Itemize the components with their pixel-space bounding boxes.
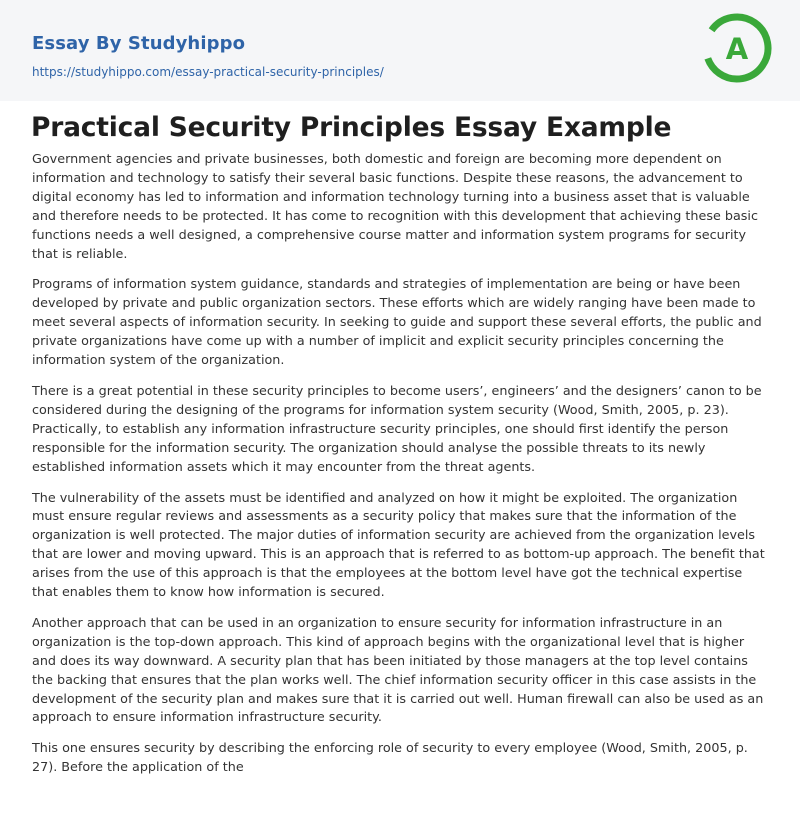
logo-letter: A [725, 32, 749, 66]
paragraph: This one ensures security by describing the enforcing role of security to every employee (Wood, Smith, 2005, p. 27). Before the application of the [32, 741, 748, 776]
article-body [32, 151, 772, 790]
site-header [0, 0, 800, 101]
paragraph: There is a great potential in these security principles to become users’, engineers’ and the designers’ canon to be considered during the designing of the programs for information system security (Wood, Smith, 2005, p. 23). Practically, to establish any information infrastructure security principles, one should first identify the person responsible for the information security. The organization should analyse the possible threats to its newly established information assets which it may encounter from the threat agents. [32, 383, 762, 475]
paragraph: Another approach that can be used in an organization to ensure security for information infrastructure in an organization is the top-down approach. This kind of approach begins with the organizational level that is higher and does its way downward. A security plan that has been initiated by those managers at the top level contains the backing that ensures that the plan works well. The chief information security officer in this case assists in the development of the security plan and makes sure that it is carried out well. Human firewall can also be used as an approach to ensure information infrastructure security. [32, 615, 764, 726]
paragraph: Government agencies and private businesses, both domestic and foreign are becoming more dependent on information and technology to satisfy their several basic functions. Despite these reasons, the advancement to digital economy has led to information and information technology turning into a business asset that is valuable and therefore needs to be protected. It has come to recognition with this development that achieving these basic functions needs a well designed, a comprehensive course matter and information system programs for security that is reliable. [32, 152, 758, 262]
page-title: Practical Security Principles Essay Example [31, 112, 672, 143]
paragraph: The vulnerability of the assets must be identified and analyzed on how it might be exploited. The organization must ensure regular reviews and assessments as a security policy that makes sure that the information of the organization is well protected. The major duties of information security are achieved from the organization levels that are lower and moving upward. This is an approach that is referred to as bottom-up approach. The benefit that arises from the use of this approach is that the employees at the bottom level have got the technical expertise that enables them to know how information is secured. [32, 490, 765, 601]
paragraph: Programs of information system guidance, standards and strategies of implementation are being or have been developed by private and public organization sectors. These efforts which are widely ranging have been made to meet several aspects of information security. In seeking to guide and support these several efforts, the public and private organizations have come up with a number of implicit and explicit security principles concerning the information system of the organization. [32, 277, 762, 369]
site-brand[interactable]: Essay By Studyhippo [32, 33, 246, 54]
logo-icon[interactable] [702, 13, 772, 83]
page-url[interactable]: https://studyhippo.com/essay-practical-security-principles/ [32, 65, 384, 79]
